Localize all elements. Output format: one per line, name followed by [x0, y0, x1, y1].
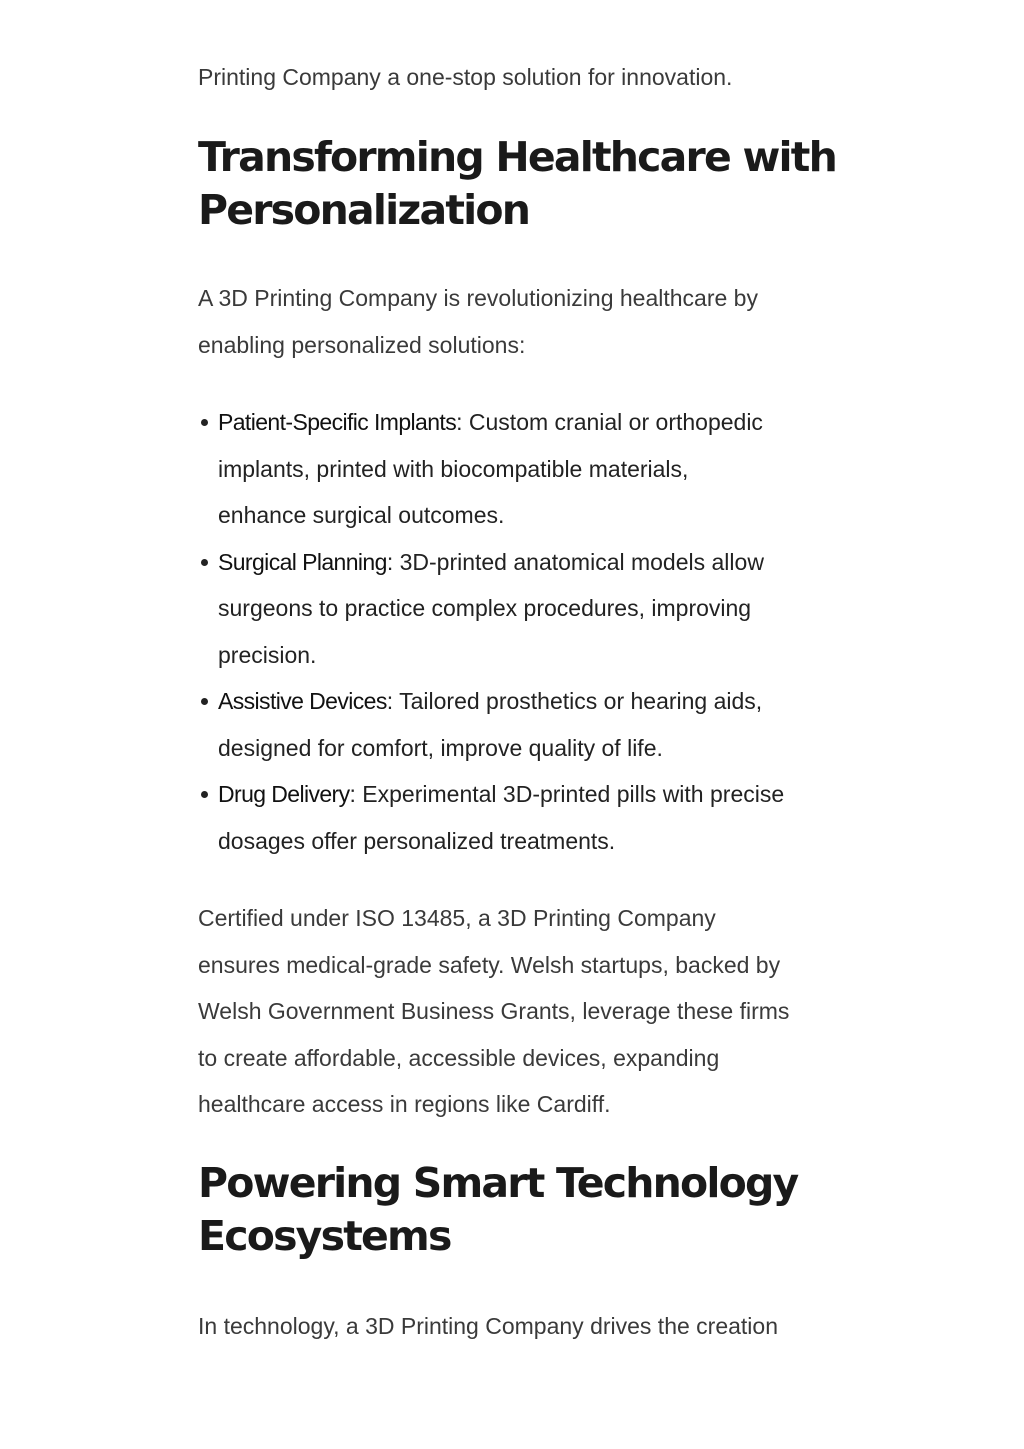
healthcare-heading-line1: Transforming Healthcare with	[198, 133, 836, 181]
bullet-text: : Custom cranial or orthopedic	[456, 409, 763, 435]
certification-line: Welsh Government Business Grants, leverage these firms	[198, 998, 790, 1024]
bullet-text: designed for comfort, improve quality of life.	[218, 734, 663, 761]
healthcare-intro-line1: A 3D Printing Company is revolutionizing healthcare by	[198, 285, 758, 311]
healthcare-heading	[198, 131, 878, 237]
technology-intro-paragraph	[198, 1303, 868, 1350]
bullet-text: enhance surgical outcomes.	[218, 502, 505, 528]
bullet-text: : 3D-printed anatomical models allow	[386, 548, 764, 575]
certification-paragraph	[198, 895, 868, 1128]
technology-heading-line1: Powering Smart Technology	[198, 1159, 798, 1207]
healthcare-heading-line2: Personalization	[198, 186, 530, 234]
healthcare-intro-paragraph	[198, 275, 868, 368]
bullet-term: Drug Delivery	[218, 781, 350, 807]
bullet-patient-specific-implants	[218, 399, 888, 539]
bullet-surgical-planning	[218, 539, 888, 679]
technology-heading	[198, 1157, 878, 1263]
healthcare-intro-line2: enabling personalized solutions:	[198, 331, 526, 358]
intro-paragraph-tail	[198, 54, 868, 101]
bullet-text: implants, printed with biocompatible materials,	[218, 455, 689, 482]
bullet-term: Assistive Devices	[218, 688, 387, 714]
bullet-text: dosages offer personalized treatments.	[218, 827, 616, 854]
certification-line: healthcare access in regions like Cardiff.	[198, 1091, 611, 1117]
bullet-term: Surgical Planning	[218, 548, 387, 575]
certification-line: ensures medical-grade safety. Welsh startups, backed by	[198, 951, 781, 978]
healthcare-bullet-list	[198, 399, 888, 864]
bullet-drug-delivery	[218, 771, 888, 864]
bullet-assistive-devices	[218, 678, 888, 771]
bullet-text: precision.	[218, 641, 317, 668]
bullet-text: surgeons to practice complex procedures, improving	[218, 595, 752, 621]
certification-line: to create affordable, accessible devices, expanding	[198, 1044, 720, 1071]
technology-intro-line1: In technology, a 3D Printing Company drives the creation	[198, 1313, 778, 1339]
bullet-text: : Tailored prosthetics or hearing aids,	[386, 688, 763, 714]
bullet-text: : Experimental 3D-printed pills with precise	[349, 781, 785, 807]
bullet-term: Patient-Specific Implants	[218, 409, 457, 435]
intro-text: Printing Company a one-stop solution for innovation.	[198, 64, 733, 90]
technology-heading-line2: Ecosystems	[198, 1212, 451, 1260]
certification-line: Certified under ISO 13485, a 3D Printing Company	[198, 905, 716, 931]
